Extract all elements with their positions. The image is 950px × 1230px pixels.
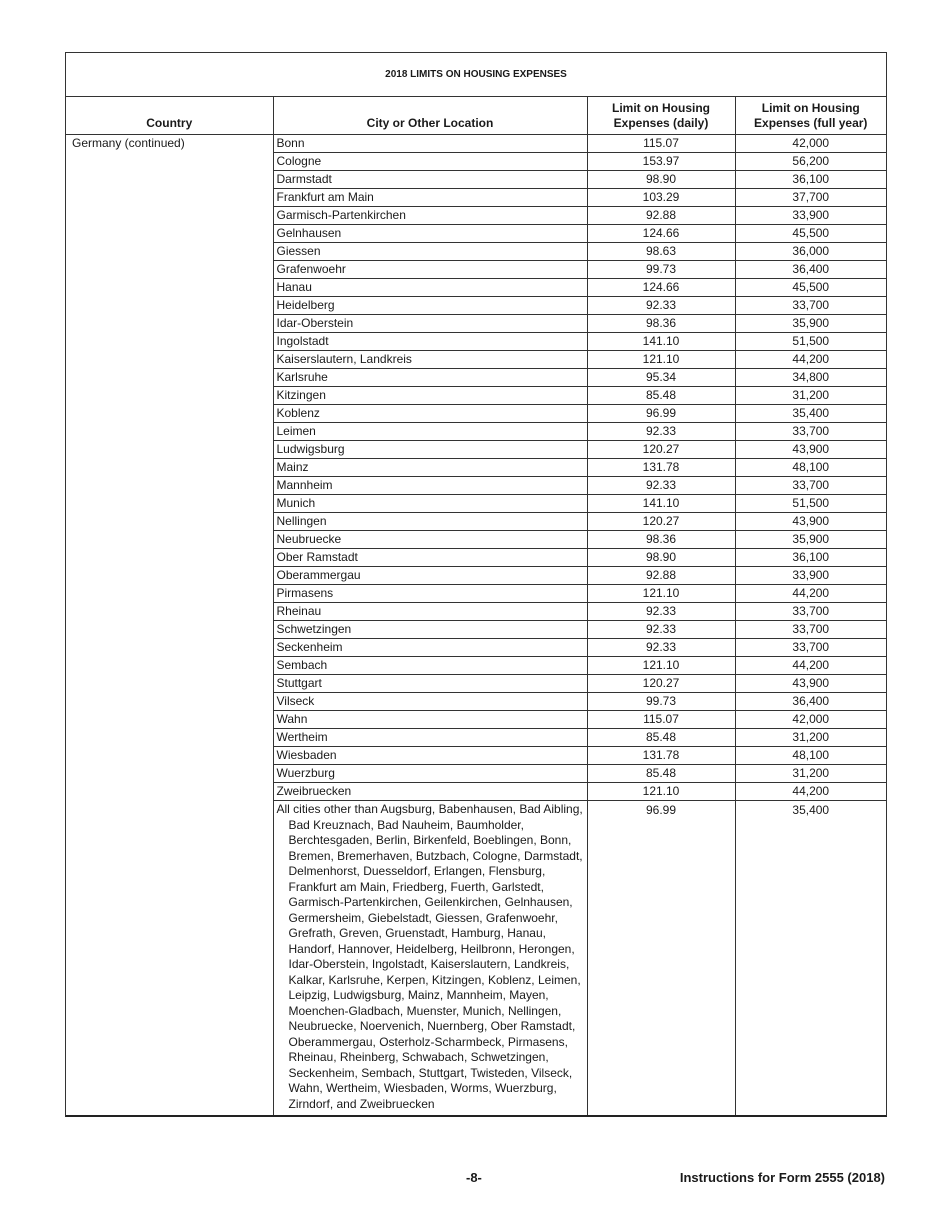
housing-limits-table <box>65 52 887 1117</box>
annual-cell: 44,200 <box>735 783 886 801</box>
annual-cell: 48,100 <box>735 459 886 477</box>
daily-cell: 103.29 <box>587 189 735 207</box>
daily-cell: 115.07 <box>587 135 735 153</box>
city-cell: Garmisch-Partenkirchen <box>273 207 587 225</box>
daily-cell: 120.27 <box>587 513 735 531</box>
daily-cell: 92.88 <box>587 567 735 585</box>
city-cell: Leimen <box>273 423 587 441</box>
daily-cell: 92.88 <box>587 207 735 225</box>
city-cell: Karlsruhe <box>273 369 587 387</box>
page-number: -8- <box>466 1170 482 1185</box>
city-cell: All cities other than Augsburg, Babenhausen, Bad Aibling, Bad Kreuznach, Bad Nauheim, Baumholder, Berchtesgaden, Berlin, Birkenfeld, Boeblingen, Bonn, Bremen, Bremerhaven, Butzbach, Cologne, Darmstadt, Delmenhorst, Duesseldorf, Erlangen, Flensburg, Frankfurt am Main, Friedberg, Fuerth, Garlstedt, Garmisch-Partenkirchen, Geilenkirchen, Gelnhausen, Germersheim, Giebelstadt, Giessen, Grafenwoehr, Grefrath, Greven, Gruenstadt, Hamburg, Hanau, Handorf, Hannover, Heidelberg, Heilbronn, Herongen, Idar-Oberstein, Ingolstadt, Kaiserslautern, Landkreis, Kalkar, Karlsruhe, Kerpen, Kitzingen, Koblenz, Leimen, Leipzig, Ludwigsburg, Mainz, Mannheim, Mayen, Moenchen-Gladbach, Muenster, Munich, Nellingen, Neubruecke, Noervenich, Nuernberg, Ober Ramstadt, Oberammergau, Osterholz-Scharmbeck, Pirmasens, Rheinau, Rheinberg, Schwabach, Schwetzingen, Seckenheim, Sembach, Stuttgart, Twisteden, Vilseck, Wahn, Wertheim, Wiesbaden, Worms, Wuerzburg, Zirndorf, and Zweibruecken <box>273 801 587 1116</box>
annual-cell: 42,000 <box>735 135 886 153</box>
city-cell: Oberammergau <box>273 567 587 585</box>
daily-cell: 121.10 <box>587 585 735 603</box>
annual-cell: 31,200 <box>735 387 886 405</box>
country-cell: Germany (continued) <box>72 136 185 150</box>
annual-cell: 43,900 <box>735 441 886 459</box>
annual-cell: 36,400 <box>735 693 886 711</box>
daily-cell: 124.66 <box>587 279 735 297</box>
daily-cell: 153.97 <box>587 153 735 171</box>
city-cell: Hanau <box>273 279 587 297</box>
city-cell: Darmstadt <box>273 171 587 189</box>
form-title: Instructions for Form 2555 (2018) <box>679 1170 885 1185</box>
daily-cell: 121.10 <box>587 657 735 675</box>
daily-cell: 121.10 <box>587 783 735 801</box>
city-cell: Mainz <box>273 459 587 477</box>
city-cell: Heidelberg <box>273 297 587 315</box>
city-cell: Wertheim <box>273 729 587 747</box>
city-cell: Kaiserslautern, Landkreis <box>273 351 587 369</box>
annual-cell: 37,700 <box>735 189 886 207</box>
city-cell: Mannheim <box>273 477 587 495</box>
city-cell: Wahn <box>273 711 587 729</box>
city-cell: Kitzingen <box>273 387 587 405</box>
daily-cell: 141.10 <box>587 333 735 351</box>
annual-cell: 35,900 <box>735 531 886 549</box>
annual-cell: 33,700 <box>735 639 886 657</box>
daily-cell: 92.33 <box>587 621 735 639</box>
city-cell: Zweibruecken <box>273 783 587 801</box>
city-header: City or Other Location <box>273 97 587 135</box>
annual-cell: 51,500 <box>735 333 886 351</box>
city-cell: Koblenz <box>273 405 587 423</box>
daily-cell: 99.73 <box>587 261 735 279</box>
daily-cell: 131.78 <box>587 747 735 765</box>
annual-cell: 36,100 <box>735 549 886 567</box>
city-cell: Pirmasens <box>273 585 587 603</box>
annual-cell: 33,700 <box>735 423 886 441</box>
annual-cell: 44,200 <box>735 657 886 675</box>
daily-cell: 92.33 <box>587 297 735 315</box>
annual-cell: 44,200 <box>735 351 886 369</box>
city-cell: Bonn <box>273 135 587 153</box>
annual-cell: 33,900 <box>735 567 886 585</box>
daily-limit-header: Limit on Housing Expenses (daily) <box>587 97 735 135</box>
city-cell: Giessen <box>273 243 587 261</box>
daily-cell: 121.10 <box>587 351 735 369</box>
city-cell: Idar-Oberstein <box>273 315 587 333</box>
annual-cell: 56,200 <box>735 153 886 171</box>
annual-cell: 36,100 <box>735 171 886 189</box>
city-cell: Munich <box>273 495 587 513</box>
daily-cell: 115.07 <box>587 711 735 729</box>
daily-cell: 98.36 <box>587 315 735 333</box>
daily-cell: 85.48 <box>587 729 735 747</box>
daily-cell: 120.27 <box>587 441 735 459</box>
limits-grid <box>66 97 886 1115</box>
annual-cell: 31,200 <box>735 729 886 747</box>
annual-cell: 36,400 <box>735 261 886 279</box>
daily-cell: 99.73 <box>587 693 735 711</box>
annual-cell: 43,900 <box>735 513 886 531</box>
city-cell: Grafenwoehr <box>273 261 587 279</box>
city-cell: Ludwigsburg <box>273 441 587 459</box>
annual-cell: 35,400 <box>735 801 886 1116</box>
daily-cell: 92.33 <box>587 639 735 657</box>
annual-cell: 43,900 <box>735 675 886 693</box>
country-header: Country <box>66 97 273 135</box>
city-cell: Frankfurt am Main <box>273 189 587 207</box>
city-cell: Ober Ramstadt <box>273 549 587 567</box>
table-row <box>66 135 886 153</box>
city-cell: Schwetzingen <box>273 621 587 639</box>
annual-cell: 51,500 <box>735 495 886 513</box>
daily-cell: 120.27 <box>587 675 735 693</box>
annual-cell: 35,400 <box>735 405 886 423</box>
annual-cell: 33,700 <box>735 297 886 315</box>
daily-cell: 131.78 <box>587 459 735 477</box>
annual-cell: 44,200 <box>735 585 886 603</box>
daily-cell: 96.99 <box>587 801 735 1116</box>
city-cell: Cologne <box>273 153 587 171</box>
city-cell: Stuttgart <box>273 675 587 693</box>
annual-cell: 48,100 <box>735 747 886 765</box>
table-body <box>66 135 886 1116</box>
annual-cell: 45,500 <box>735 279 886 297</box>
daily-cell: 92.33 <box>587 603 735 621</box>
annual-cell: 33,700 <box>735 477 886 495</box>
city-cell: Wuerzburg <box>273 765 587 783</box>
annual-cell: 36,000 <box>735 243 886 261</box>
annual-cell: 33,700 <box>735 603 886 621</box>
daily-cell: 92.33 <box>587 477 735 495</box>
daily-cell: 98.90 <box>587 171 735 189</box>
header-row <box>66 97 886 135</box>
city-cell: Gelnhausen <box>273 225 587 243</box>
daily-cell: 98.36 <box>587 531 735 549</box>
annual-limit-header: Limit on Housing Expenses (full year) <box>735 97 886 135</box>
annual-cell: 33,900 <box>735 207 886 225</box>
table-title: 2018 LIMITS ON HOUSING EXPENSES <box>66 53 886 97</box>
daily-cell: 85.48 <box>587 387 735 405</box>
annual-cell: 45,500 <box>735 225 886 243</box>
city-cell: Nellingen <box>273 513 587 531</box>
annual-cell: 35,900 <box>735 315 886 333</box>
city-cell: Ingolstadt <box>273 333 587 351</box>
city-cell: Vilseck <box>273 693 587 711</box>
daily-cell: 141.10 <box>587 495 735 513</box>
city-cell: Rheinau <box>273 603 587 621</box>
annual-cell: 31,200 <box>735 765 886 783</box>
annual-cell: 33,700 <box>735 621 886 639</box>
daily-cell: 96.99 <box>587 405 735 423</box>
daily-cell: 98.63 <box>587 243 735 261</box>
city-cell: Sembach <box>273 657 587 675</box>
daily-cell: 95.34 <box>587 369 735 387</box>
daily-cell: 124.66 <box>587 225 735 243</box>
annual-cell: 34,800 <box>735 369 886 387</box>
city-cell: Neubruecke <box>273 531 587 549</box>
daily-cell: 98.90 <box>587 549 735 567</box>
annual-cell: 42,000 <box>735 711 886 729</box>
city-cell: Seckenheim <box>273 639 587 657</box>
daily-cell: 92.33 <box>587 423 735 441</box>
daily-cell: 85.48 <box>587 765 735 783</box>
city-cell: Wiesbaden <box>273 747 587 765</box>
